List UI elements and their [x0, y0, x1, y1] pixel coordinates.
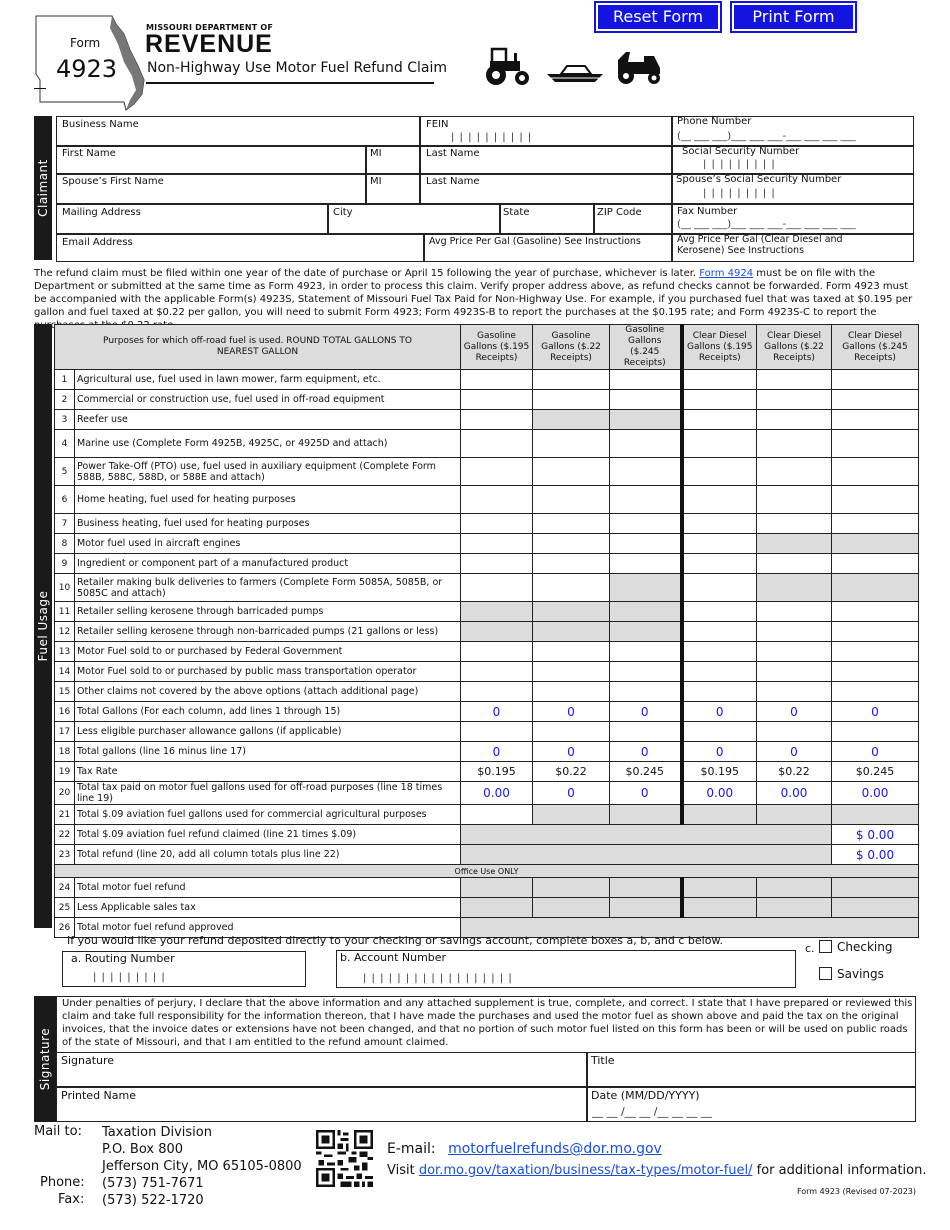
- line-5-col-2[interactable]: [533, 458, 610, 486]
- line-20-col-6[interactable]: 0.00: [832, 782, 919, 805]
- line-9-col-6[interactable]: [832, 554, 919, 574]
- line-17-col-1[interactable]: [461, 722, 533, 742]
- line-9-col-1[interactable]: [461, 554, 533, 574]
- line-7-col-6[interactable]: [832, 514, 919, 534]
- table-row: [55, 602, 919, 622]
- line-3-col-2: [533, 410, 610, 430]
- line-2-col-3[interactable]: [610, 390, 682, 410]
- line-5-col-5[interactable]: [757, 458, 832, 486]
- website-line: Visit dor.mo.gov/taxation/business/tax-types/motor-fuel/ for additional information.: [387, 1163, 927, 1178]
- line-4-col-1[interactable]: [461, 430, 533, 458]
- line-description: Retailer making bulk deliveries to farmers (Complete Form 5085A, 5085B, or 5085C and attach): [75, 574, 461, 602]
- spouse-middle-initial-field[interactable]: MI: [366, 174, 420, 204]
- form-revision: Form 4923 (Revised 07-2023): [796, 1187, 916, 1196]
- office-row: [55, 898, 919, 918]
- line-22-shaded: [461, 825, 832, 845]
- column-header-5: Clear Diesel Gallons ($.22 Receipts): [757, 325, 832, 370]
- line-description: Tax Rate: [75, 762, 461, 782]
- address-line-2: P.O. Box 800: [102, 1142, 184, 1157]
- table-row: [55, 762, 919, 782]
- line-8-col-5: [757, 534, 832, 554]
- title-underline: [146, 82, 434, 84]
- line-10-col-6: [832, 574, 919, 602]
- line-6-col-2[interactable]: [533, 486, 610, 514]
- line-5-col-6[interactable]: [832, 458, 919, 486]
- print-form-button[interactable]: Print Form: [732, 3, 855, 31]
- account-number-field[interactable]: b. Account Number | | | | | | | | | | | | | | | | | |: [336, 950, 796, 988]
- line-number: 11: [55, 602, 75, 622]
- line-11-col-2: [533, 602, 610, 622]
- line-description: Reefer use: [75, 410, 461, 430]
- line-17-col-2[interactable]: [533, 722, 610, 742]
- table-row: [55, 574, 919, 602]
- line-13-col-1[interactable]: [461, 642, 533, 662]
- line-19-col-4: $0.195: [682, 762, 757, 782]
- table-row: [55, 662, 919, 682]
- state-field[interactable]: State: [500, 204, 594, 234]
- email-address-field[interactable]: Email Address: [56, 234, 424, 262]
- office-line-24-col-2: [533, 878, 610, 898]
- table-row: [55, 642, 919, 662]
- line-22-amount[interactable]: $ 0.00: [832, 825, 919, 845]
- table-row: [55, 514, 919, 534]
- line-description: Total Gallons (For each column, add lines 1 through 15): [75, 702, 461, 722]
- phone-value: (573) 751-7671: [102, 1176, 204, 1191]
- line-8-col-3[interactable]: [610, 534, 682, 554]
- office-line-25-col-3: [610, 898, 682, 918]
- line-18-col-5[interactable]: 0: [757, 742, 832, 762]
- line-12-col-6[interactable]: [832, 622, 919, 642]
- line-number: 22: [55, 825, 75, 845]
- line-1-col-3[interactable]: [610, 370, 682, 390]
- dept-logo-revenue: REVENUE: [145, 30, 273, 58]
- line-9-col-5[interactable]: [757, 554, 832, 574]
- line-13-col-6[interactable]: [832, 642, 919, 662]
- table-row: [55, 845, 919, 865]
- fuel-usage-side-tab: Fuel Usage: [34, 324, 52, 928]
- business-name-field[interactable]: Business Name: [56, 116, 420, 146]
- line-11-col-1: [461, 602, 533, 622]
- office-line-25-col-1: [461, 898, 533, 918]
- office-line-24-col-6: [832, 878, 919, 898]
- line-number: 13: [55, 642, 75, 662]
- line-number: 8: [55, 534, 75, 554]
- line-number: 16: [55, 702, 75, 722]
- line-2-col-5[interactable]: [757, 390, 832, 410]
- email-line: [387, 1141, 662, 1157]
- line-7-col-5[interactable]: [757, 514, 832, 534]
- line-15-col-1[interactable]: [461, 682, 533, 702]
- signature-field[interactable]: Signature: [56, 1052, 587, 1087]
- line-17-col-3[interactable]: [610, 722, 682, 742]
- perjury-declaration: Under penalties of perjury, I declare that the above information and any attached supplement is true, complete, and correct. I state that I have prepared or reviewed this claim and take full responsibility for the information thereon, that I have made the purchases and used the motor fuel as shown above and paid the tax on the original invoices, that the invoice dates or extensions have not been changed, and that no portion of such motor fuel listed on this form has been or will be used on public roads of the state of Missouri, and that I am entitled to the refund amount claimed.: [62, 998, 913, 1048]
- line-number: 14: [55, 662, 75, 682]
- table-row: [55, 722, 919, 742]
- form-number: 4923: [56, 55, 118, 83]
- line-19-col-2: $0.22: [533, 762, 610, 782]
- city-field[interactable]: City: [328, 204, 500, 234]
- fax-number-field[interactable]: Fax Number (__ ___ ___)___ ___ ___-___ ___ ___ ___: [672, 204, 914, 234]
- title-field[interactable]: Title: [587, 1052, 916, 1087]
- page-title: Non-Highway Use Motor Fuel Refund Claim: [147, 60, 448, 76]
- line-5-col-3[interactable]: [610, 458, 682, 486]
- line-6-col-6[interactable]: [832, 486, 919, 514]
- line-1-col-5[interactable]: [757, 370, 832, 390]
- line-21-col-5: [757, 805, 832, 825]
- table-row: [55, 825, 919, 845]
- line-9-col-3[interactable]: [610, 554, 682, 574]
- line-20-col-2[interactable]: 0: [533, 782, 610, 805]
- phone-number-field[interactable]: Phone Number (__ ___ ___)___ ___ ___-___ ___ ___ ___: [672, 116, 914, 146]
- line-10-col-5: [757, 574, 832, 602]
- spouse-first-name-field[interactable]: Spouse’s First Name: [56, 174, 366, 204]
- office-line-description: Less Applicable sales tax: [75, 898, 461, 918]
- line-4-col-2[interactable]: [533, 430, 610, 458]
- office-line-25-col-4: [682, 898, 757, 918]
- avg-price-diesel-field[interactable]: Avg Price Per Gal (Clear Diesel and Kerosene) See Instructions: [672, 234, 914, 262]
- office-line-25-col-5: [757, 898, 832, 918]
- line-14-col-5[interactable]: [757, 662, 832, 682]
- checking-checkbox[interactable]: [819, 940, 832, 953]
- line-description: Business heating, fuel used for heating purposes: [75, 514, 461, 534]
- line-description: Less eligible purchaser allowance gallons (if applicable): [75, 722, 461, 742]
- line-number: 20: [55, 782, 75, 805]
- purpose-header: Purposes for which off-road fuel is used. ROUND TOTAL GALLONS TO NEAREST GALLON: [55, 325, 461, 370]
- line-9-col-4[interactable]: [682, 554, 757, 574]
- fuel-table-header: [55, 325, 919, 370]
- line-number: 6: [55, 486, 75, 514]
- line-number: 24: [55, 878, 75, 898]
- table-row: [55, 682, 919, 702]
- line-16-col-1[interactable]: 0: [461, 702, 533, 722]
- line-15-col-2[interactable]: [533, 682, 610, 702]
- office-line-24-col-5: [757, 878, 832, 898]
- line-16-col-6[interactable]: 0: [832, 702, 919, 722]
- line-15-col-3[interactable]: [610, 682, 682, 702]
- deposit-instructions: If you would like your refund deposited directly to your checking or savings account, complete boxes a, b, and c below.: [67, 934, 723, 947]
- table-row: [55, 782, 919, 805]
- office-use-label: Office Use ONLY: [55, 865, 919, 878]
- line-1-col-4[interactable]: [682, 370, 757, 390]
- line-7-col-2[interactable]: [533, 514, 610, 534]
- line-number: 21: [55, 805, 75, 825]
- line-10-col-4[interactable]: [682, 574, 757, 602]
- line-13-col-4[interactable]: [682, 642, 757, 662]
- line-description: Total $.09 aviation fuel refund claimed (line 21 times $.09): [75, 825, 461, 845]
- line-number: 3: [55, 410, 75, 430]
- line-10-col-1[interactable]: [461, 574, 533, 602]
- line-8-col-2[interactable]: [533, 534, 610, 554]
- line-number: 18: [55, 742, 75, 762]
- line-12-col-4[interactable]: [682, 622, 757, 642]
- line-21-col-2: [533, 805, 610, 825]
- line-number: 10: [55, 574, 75, 602]
- line-1-col-6[interactable]: [832, 370, 919, 390]
- column-header-6: Clear Diesel Gallons ($.245 Receipts): [832, 325, 919, 370]
- line-17-col-4[interactable]: [682, 722, 757, 742]
- dept-name-small: MISSOURI DEPARTMENT OF: [146, 23, 274, 32]
- reset-form-button[interactable]: Reset Form: [596, 3, 720, 31]
- line-5-col-1[interactable]: [461, 458, 533, 486]
- line-description: Total $.09 aviation fuel gallons used for commercial agricultural purposes: [75, 805, 461, 825]
- line-14-col-3[interactable]: [610, 662, 682, 682]
- middle-initial-field[interactable]: MI: [366, 146, 420, 174]
- line-2-col-6[interactable]: [832, 390, 919, 410]
- boat-icon: [545, 60, 605, 84]
- phone-label: Phone:: [40, 1175, 85, 1190]
- printed-name-field[interactable]: Printed Name: [56, 1087, 587, 1122]
- office-line-description: Total motor fuel refund approved: [75, 918, 461, 938]
- line-number: 1: [55, 370, 75, 390]
- line-12-col-2: [533, 622, 610, 642]
- column-header-2: Gasoline Gallons ($.22 Receipts): [533, 325, 610, 370]
- line-13-col-3[interactable]: [610, 642, 682, 662]
- line-1-col-2[interactable]: [533, 370, 610, 390]
- office-use-header-row: [55, 865, 919, 878]
- line-21-col-3: [610, 805, 682, 825]
- line-18-col-4[interactable]: 0: [682, 742, 757, 762]
- line-14-col-1[interactable]: [461, 662, 533, 682]
- line-23-shaded: [461, 845, 832, 865]
- line-16-col-3[interactable]: 0: [610, 702, 682, 722]
- line-23-amount[interactable]: $ 0.00: [832, 845, 919, 865]
- table-row: [55, 534, 919, 554]
- office-line-24-col-3: [610, 878, 682, 898]
- address-line-1: Taxation Division: [102, 1125, 212, 1140]
- line-16-col-4[interactable]: 0: [682, 702, 757, 722]
- line-7-col-4[interactable]: [682, 514, 757, 534]
- line-description: Power Take-Off (PTO) use, fuel used in auxiliary equipment (Complete Form 588B, 588C, 588D, or 588E and attach): [75, 458, 461, 486]
- line-number: 4: [55, 430, 75, 458]
- zip-code-field[interactable]: ZIP Code: [594, 204, 672, 234]
- table-row: [55, 370, 919, 390]
- table-row: [55, 430, 919, 458]
- line-18-col-2[interactable]: 0: [533, 742, 610, 762]
- line-16-col-5[interactable]: 0: [757, 702, 832, 722]
- line-6-col-4[interactable]: [682, 486, 757, 514]
- header-dash: [34, 88, 46, 89]
- line-description: Retailer selling kerosene through non-barricaded pumps (21 gallons or less): [75, 622, 461, 642]
- line-15-col-6[interactable]: [832, 682, 919, 702]
- line-description: Total gallons (line 16 minus line 17): [75, 742, 461, 762]
- line-description: Ingredient or component part of a manufactured product: [75, 554, 461, 574]
- line-13-col-5[interactable]: [757, 642, 832, 662]
- qr-code-icon: [316, 1130, 373, 1187]
- line-5-col-4[interactable]: [682, 458, 757, 486]
- line-21-col-4: [682, 805, 757, 825]
- line-description: Motor fuel used in aircraft engines: [75, 534, 461, 554]
- line-16-col-2[interactable]: 0: [533, 702, 610, 722]
- fuel-usage-table: [54, 324, 919, 938]
- line-14-col-6[interactable]: [832, 662, 919, 682]
- line-14-col-4[interactable]: [682, 662, 757, 682]
- table-row: [55, 742, 919, 762]
- table-row: [55, 410, 919, 430]
- line-number: 19: [55, 762, 75, 782]
- office-line-24-col-1: [461, 878, 533, 898]
- line-21-col-6: [832, 805, 919, 825]
- first-name-field[interactable]: First Name: [56, 146, 366, 174]
- line-19-col-6: $0.245: [832, 762, 919, 782]
- column-header-3: Gasoline Gallons ($.245 Receipts): [610, 325, 682, 370]
- line-12-col-3: [610, 622, 682, 642]
- email-link[interactable]: motorfuelrefunds@dor.mo.gov: [448, 1141, 662, 1157]
- table-row: [55, 458, 919, 486]
- line-18-col-6[interactable]: 0: [832, 742, 919, 762]
- line-number: 2: [55, 390, 75, 410]
- line-4-col-5[interactable]: [757, 430, 832, 458]
- website-link[interactable]: dor.mo.gov/taxation/business/tax-types/motor-fuel/: [418, 1163, 753, 1178]
- line-number: 23: [55, 845, 75, 865]
- date-field[interactable]: Date (MM/DD/YYYY) __ __ /__ __ /__ __ __ __: [587, 1087, 916, 1122]
- table-row: [55, 554, 919, 574]
- line-11-col-5[interactable]: [757, 602, 832, 622]
- address-line-3: Jefferson City, MO 65105-0800: [102, 1159, 302, 1174]
- line-description: Home heating, fuel used for heating purposes: [75, 486, 461, 514]
- line-number: 26: [55, 918, 75, 938]
- line-6-col-1[interactable]: [461, 486, 533, 514]
- line-description: Other claims not covered by the above options (attach additional page): [75, 682, 461, 702]
- routing-number-field[interactable]: a. Routing Number | | | | | | | | |: [62, 951, 306, 987]
- line-17-col-6[interactable]: [832, 722, 919, 742]
- line-3-col-1[interactable]: [461, 410, 533, 430]
- line-15-col-4[interactable]: [682, 682, 757, 702]
- line-3-col-5[interactable]: [757, 410, 832, 430]
- line-description: Motor Fuel sold to or purchased by Federal Government: [75, 642, 461, 662]
- line-10-col-3: [610, 574, 682, 602]
- line-description: Total refund (line 20, add all column totals plus line 22): [75, 845, 461, 865]
- claimant-side-tab: Claimant: [34, 116, 52, 260]
- line-6-col-3[interactable]: [610, 486, 682, 514]
- line-13-col-2[interactable]: [533, 642, 610, 662]
- savings-label: Savings: [837, 967, 884, 981]
- table-row: [55, 805, 919, 825]
- line-14-col-2[interactable]: [533, 662, 610, 682]
- office-line-description: Total motor fuel refund: [75, 878, 461, 898]
- line-description: Marine use (Complete Form 4925B, 4925C, or 4925D and attach): [75, 430, 461, 458]
- line-20-col-5[interactable]: 0.00: [757, 782, 832, 805]
- checking-label: Checking: [837, 940, 893, 954]
- line-8-col-1[interactable]: [461, 534, 533, 554]
- fax-label: Fax:: [58, 1192, 85, 1207]
- line-18-col-3[interactable]: 0: [610, 742, 682, 762]
- tractor-icon: [484, 47, 532, 87]
- line-description: Total tax paid on motor fuel gallons used for off-road purposes (line 18 times line 19): [75, 782, 461, 805]
- office-line-24-col-4: [682, 878, 757, 898]
- table-row: [55, 390, 919, 410]
- savings-checkbox[interactable]: [819, 967, 832, 980]
- line-3-col-4[interactable]: [682, 410, 757, 430]
- fax-value: (573) 522-1720: [102, 1193, 204, 1208]
- line-6-col-5[interactable]: [757, 486, 832, 514]
- line-12-col-1: [461, 622, 533, 642]
- line-3-col-3: [610, 410, 682, 430]
- line-20-col-1[interactable]: 0.00: [461, 782, 533, 805]
- ssn-field[interactable]: Social Security Number | | | | | | | | |: [672, 146, 914, 174]
- avg-price-gasoline-field[interactable]: Avg Price Per Gal (Gasoline) See Instructions: [424, 234, 672, 262]
- line-19-col-5: $0.22: [757, 762, 832, 782]
- line-number: 9: [55, 554, 75, 574]
- mail-to-label: Mail to:: [34, 1124, 82, 1139]
- table-row: [55, 702, 919, 722]
- line-9-col-2[interactable]: [533, 554, 610, 574]
- line-15-col-5[interactable]: [757, 682, 832, 702]
- signature-side-tab: Signature: [34, 996, 56, 1122]
- lawn-mower-icon: [614, 50, 666, 86]
- line-21-col-1[interactable]: [461, 805, 533, 825]
- form-label: Form: [70, 36, 101, 50]
- form-4924-link[interactable]: Form 4924: [699, 268, 754, 279]
- mailing-address-field[interactable]: Mailing Address: [56, 204, 328, 234]
- line-8-col-6: [832, 534, 919, 554]
- line-number: 15: [55, 682, 75, 702]
- line-7-col-1[interactable]: [461, 514, 533, 534]
- office-row: [55, 878, 919, 898]
- line-11-col-6[interactable]: [832, 602, 919, 622]
- mailing-address-block: [102, 1124, 302, 1209]
- line-4-col-6[interactable]: [832, 430, 919, 458]
- line-4-col-4[interactable]: [682, 430, 757, 458]
- column-header-1: Gasoline Gallons ($.195 Receipts): [461, 325, 533, 370]
- line-20-col-4[interactable]: 0.00: [682, 782, 757, 805]
- line-18-col-1[interactable]: 0: [461, 742, 533, 762]
- line-4-col-3[interactable]: [610, 430, 682, 458]
- line-8-col-4[interactable]: [682, 534, 757, 554]
- line-1-col-1[interactable]: [461, 370, 533, 390]
- line-7-col-3[interactable]: [610, 514, 682, 534]
- column-header-4: Clear Diesel Gallons ($.195 Receipts): [682, 325, 757, 370]
- line-11-col-3: [610, 602, 682, 622]
- line-2-col-2[interactable]: [533, 390, 610, 410]
- line-20-col-3[interactable]: 0: [610, 782, 682, 805]
- line-10-col-2[interactable]: [533, 574, 610, 602]
- line-number: 25: [55, 898, 75, 918]
- line-19-col-1: $0.195: [461, 762, 533, 782]
- line-11-col-4[interactable]: [682, 602, 757, 622]
- table-row: [55, 486, 919, 514]
- line-number: 5: [55, 458, 75, 486]
- fein-field[interactable]: FEIN | | | | | | | | | |: [420, 116, 672, 146]
- account-type-label: c.: [805, 942, 815, 955]
- line-number: 7: [55, 514, 75, 534]
- line-2-col-4[interactable]: [682, 390, 757, 410]
- line-12-col-5[interactable]: [757, 622, 832, 642]
- line-number: 12: [55, 622, 75, 642]
- line-2-col-1[interactable]: [461, 390, 533, 410]
- office-line-25-col-6: [832, 898, 919, 918]
- table-row: [55, 622, 919, 642]
- spouse-last-name-field[interactable]: Last Name: [420, 174, 672, 204]
- line-description: Commercial or construction use, fuel used in off-road equipment: [75, 390, 461, 410]
- line-3-col-6[interactable]: [832, 410, 919, 430]
- office-line-25-col-2: [533, 898, 610, 918]
- line-number: 17: [55, 722, 75, 742]
- instructions-paragraph: The refund claim must be filed within one year of the date of purchase or April 15 following the year of purchase, whichever is later. Form 4924 must be on file with the Department or submitted at the same time as Form 4923, in order to process this claim. Verify proper address above, as refund checks cannot be forwarded. Form 4923 must be accompanied with the applicable Form(s) 4923S, Statement of Missouri Fuel Tax Paid for Non-Highway Use. For example, if you purchased fuel that was taxed at $0.195 per gallon and fuel taxed at $0.22 per gallon, you will need to submit Form 4923; Form 4923S-B to report the purchases at the $0.195 rate; and Form 4923S-C to report the: [34, 268, 913, 318]
- line-17-col-5[interactable]: [757, 722, 832, 742]
- line-description: Motor Fuel sold to or purchased by public mass transportation operator: [75, 662, 461, 682]
- email-label: E-mail:: [387, 1141, 436, 1157]
- line-19-col-3: $0.245: [610, 762, 682, 782]
- last-name-field[interactable]: Last Name: [420, 146, 672, 174]
- line-description: Agricultural use, fuel used in lawn mower, farm equipment, etc.: [75, 370, 461, 390]
- line-description: Retailer selling kerosene through barricaded pumps: [75, 602, 461, 622]
- spouse-ssn-field[interactable]: Spouse’s Social Security Number | | | | | | | | |: [672, 174, 914, 204]
